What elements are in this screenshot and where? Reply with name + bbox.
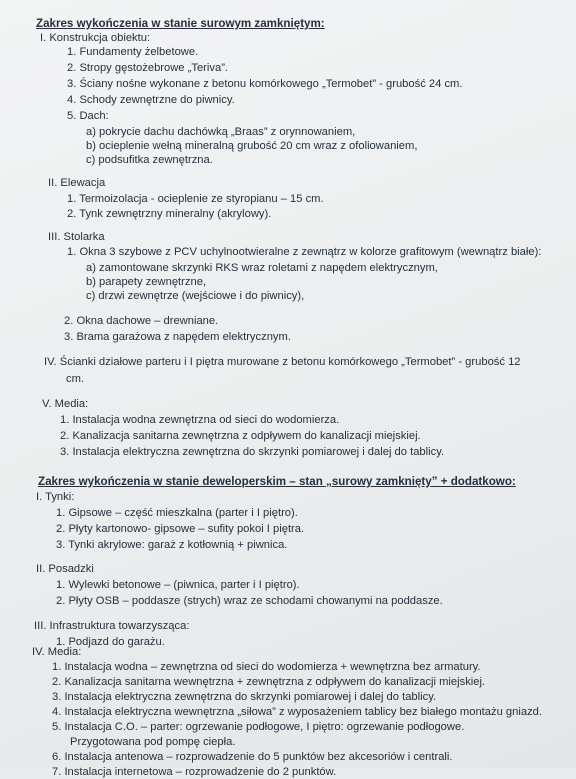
s2-heading-tynki: I. Tynki: bbox=[36, 491, 75, 503]
s2-item: 1. Gipsowe – część mieszkalna (parter i I piętro). bbox=[56, 507, 298, 519]
s1-item: 1. Instalacja wodna zewnętrzna od sieci do wodomierza. bbox=[60, 414, 340, 426]
s2-item: 4. Instalacja elektryczna wewnętrzna „siłowa” z wyposażeniem tablicy bez białego montażu gniazd. bbox=[52, 706, 543, 718]
s1-item: 1. Okna 3 szybowe z PCV uchylnootwieralne z zewnątrz w kolorze grafitowym (wewnątrz białe): bbox=[67, 246, 542, 258]
s1-item: 2. Stropy gęstożebrowe „Teriva”. bbox=[67, 62, 229, 74]
s1-subitem: b) parapety zewnętrzne, bbox=[86, 276, 207, 288]
s1-item: 3. Brama garażowa z napędem elektrycznym. bbox=[64, 331, 291, 343]
s1-item: 1. Termoizolacja - ocieplenie ze styropianu – 15 cm. bbox=[67, 193, 324, 205]
s2-item: 2. Płyty OSB – poddasze (strych) wraz ze schodami chowanymi na poddasze. bbox=[56, 595, 443, 607]
s2-item: 6. Instalacja antenowa – rozprowadzenie do 5 punktów bez akcesoriów i centrali. bbox=[52, 751, 453, 763]
s2-item: 2. Kanalizacja sanitarna wewnętrzna + zewnętrzna z odpływem do kanalizacji miejskiej. bbox=[52, 676, 486, 688]
s1-continuation: cm. bbox=[66, 373, 85, 385]
s2-heading-infrastruktura: III. Infrastruktura towarzysząca: bbox=[34, 620, 190, 632]
s1-item: 3. Ściany nośne wykonane z betonu komórkowego „Termobet” - grubość 24 cm. bbox=[67, 78, 463, 90]
s1-item: 2. Kanalizacja sanitarna zewnętrzna z odpływem do kanalizacji miejskiej. bbox=[60, 430, 421, 442]
s1-subitem: a) zamontowane skrzynki RKS wraz roletami z napędem elektrycznym, bbox=[86, 262, 438, 274]
s2-item: 2. Płyty kartonowo- gipsowe – sufity pokoi I piętra. bbox=[56, 523, 305, 535]
s2-item: 7. Instalacja internetowa – rozprowadzenie do 2 punktów. bbox=[52, 766, 337, 778]
s1-heading-elewacja: II. Elewacja bbox=[48, 177, 106, 189]
section1-title: Zakres wykończenia w stanie surowym zamkniętym: bbox=[36, 17, 325, 30]
s1-item: 2. Tynk zewnętrzny mineralny (akrylowy). bbox=[67, 208, 272, 220]
s1-heading-stolarka: III. Stolarka bbox=[48, 231, 105, 243]
s1-item: 3. Instalacja elektryczna zewnętrzna do skrzynki pomiarowej i dalej do tablicy. bbox=[60, 446, 445, 458]
s1-subitem: c) podsufitka zewnętrzna. bbox=[86, 154, 213, 166]
s2-item: 3. Tynki akrylowe: garaż z kotłownią + piwnica. bbox=[56, 539, 288, 551]
s2-item: 1. Wylewki betonowe – (piwnica, parter i I piętro). bbox=[56, 579, 300, 591]
s2-continuation: Przygotowana pod pompę ciepła. bbox=[70, 736, 236, 748]
s1-heading-scianki: IV. Ścianki działowe parteru i I piętra murowane z betonu komórkowego „Termobet” - grubość 12 bbox=[44, 356, 521, 368]
s2-item: 3. Instalacja elektryczna zewnętrzna do skrzynki pomiarowej i dalej do tablicy. bbox=[52, 691, 437, 703]
s2-heading-posadzki: II. Posadzki bbox=[36, 563, 94, 575]
s2-heading-media: IV. Media: bbox=[32, 646, 82, 658]
s2-item: 1. Podjazd do garażu. bbox=[56, 636, 165, 648]
s1-heading-konstrukcja: I. Konstrukcja obiektu: bbox=[40, 32, 151, 44]
s1-subitem: b) ocieplenie wełną mineralną grubość 20 cm wraz z ofoliowaniem, bbox=[86, 140, 418, 152]
s1-item: 2. Okna dachowe – drewniane. bbox=[64, 315, 219, 327]
s1-heading-media: V. Media: bbox=[42, 398, 89, 410]
s1-item: 4. Schody zewnętrzne do piwnicy. bbox=[67, 94, 235, 106]
s1-item: 5. Dach: bbox=[67, 110, 109, 122]
s1-subitem: c) drzwi zewnętrze (wejściowe i do piwnicy), bbox=[86, 290, 305, 302]
s2-item: 1. Instalacja wodna – zewnętrzna od sieci do wodomierza + wewnętrzna bez armatury. bbox=[52, 661, 481, 673]
s1-subitem: a) pokrycie dachu dachówką „Braas” z orynnowaniem, bbox=[86, 126, 356, 138]
s1-item: 1. Fundamenty żelbetowe. bbox=[67, 46, 199, 58]
s2-item: 5. Instalacja C.O. – parter: ogrzewanie podłogowe, I piętro: ogrzewanie podłogowe. bbox=[52, 721, 465, 733]
section2-title: Zakres wykończenia w stanie deweloperskim – stan „surowy zamknięty” + dodatkowo: bbox=[38, 475, 516, 488]
